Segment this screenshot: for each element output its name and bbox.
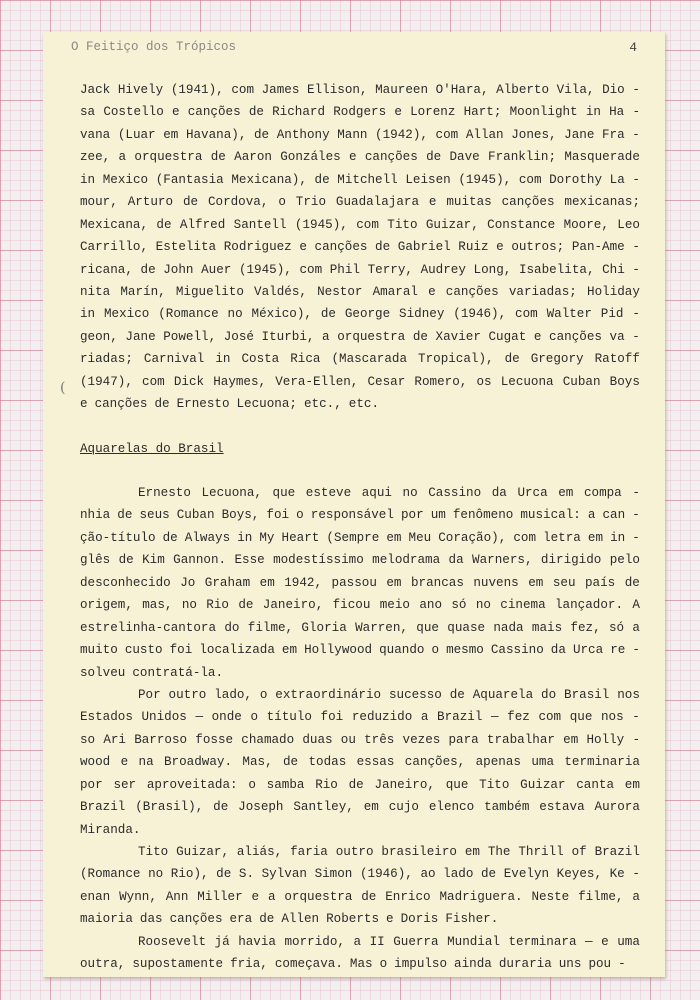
text-line: Estados Unidos — onde o título foi reduzido a Brazil — fez com que nos - (80, 710, 640, 725)
text-line: enan Wynn, Ann Miller e a orquestra de Enrico Madriguera. Neste filme, a (80, 889, 640, 904)
text-line: riadas; Carnival in Costa Rica (Mascarada Tropical), de Gregory Ratoff (80, 352, 640, 367)
text-line: (1947), com Dick Haymes, Vera-Ellen, Cesar Romero, os Lecuona Cuban Boys (80, 374, 640, 389)
text-line: estrelinha-cantora do filme, Gloria Warren, que quase nada mais fez, só a (80, 620, 640, 635)
text-line: geon, Jane Powell, José Iturbi, a orquestra de Xavier Cugat e canções va - (80, 329, 640, 344)
paragraph-aquarela (80, 684, 640, 841)
text-line: sa Costello e canções de Richard Rodgers e Lorenz Hart; Moonlight in Ha - (80, 105, 640, 120)
text-line: (Romance no Rio), de S. Sylvan Simon (1946), ao lado de Evelyn Keyes, Ke - (80, 867, 640, 882)
text-line: Mexicana, de Alfred Santell (1945), com Tito Guizar, Constance Moore, Leo (80, 217, 640, 232)
text-line: por ser aproveitada: o samba Rio de Janeiro, que Tito Guizar canta em (80, 777, 640, 792)
text-line: Roosevelt já havia morrido, a II Guerra Mundial terminara — e uma (138, 934, 640, 949)
body-text (80, 79, 640, 976)
text-line: Miranda. (80, 822, 141, 837)
text-line: Brazil (Brasil), de Joseph Santley, em cujo elenco também estava Aurora (80, 800, 640, 815)
paragraph-intro-films (80, 79, 640, 416)
text-line: glês de Kim Gannon. Esse modestíssimo melodrama da Warners, dirigido pelo (80, 553, 640, 568)
text-line: Carrillo, Estelita Rodriguez e canções de Gabriel Ruiz e outros; Pan-Ame - (80, 240, 640, 255)
text-line: e canções de Ernesto Lecuona; etc., etc. (80, 397, 379, 412)
text-line: Jack Hively (1941), com James Ellison, Maureen O'Hara, Alberto Vila, Dio - (80, 83, 640, 97)
text-line: Por outro lado, o extraordinário sucesso de Aquarela do Brasil nos (138, 687, 640, 702)
text-line: ção-título de Always in My Heart (Sempre em Meu Coração), com letra em in - (80, 530, 640, 545)
running-header: O Feitiço dos Trópicos (71, 40, 237, 54)
text-line: zee, a orquestra de Aaron Gonzáles e canções de Dave Franklin; Masquerade (80, 150, 640, 165)
text-line: outra, supostamente fria, começava. Mas o impulso ainda duraria uns pou - (80, 957, 626, 972)
typewritten-page (43, 32, 665, 977)
text-line: origem, mas, no Rio de Janeiro, ficou meio ano só no cinema lançador. A (80, 598, 640, 613)
margin-pencil-mark: ( (60, 380, 66, 396)
text-line: nita Marín, Miguelito Valdés, Nestor Amaral e canções variadas; Holiday (80, 284, 640, 299)
paragraph-tito-guizar (80, 841, 640, 931)
page-number: 4 (629, 40, 637, 55)
text-line: in Mexico (Romance no México), de George Sidney (1946), com Walter Pid - (80, 307, 640, 322)
paragraph-lecuona (80, 482, 640, 684)
text-line: ricana, de John Auer (1945), com Phil Terry, Audrey Long, Isabelita, Chi - (80, 262, 640, 277)
text-line: desconhecido Jo Graham em 1942, passou em brancas nuvens em seu país de (80, 575, 640, 590)
text-line: muito custo foi localizada em Hollywood quando o mesmo Cassino da Urca re - (80, 643, 640, 658)
text-line: nhia de seus Cuban Boys, foi o responsável por um fenômeno musical: a can - (80, 508, 640, 523)
text-line: Ernesto Lecuona, que esteve aqui no Cassino da Urca em compa - (138, 486, 640, 500)
text-line: in Mexico (Fantasia Mexicana), de Mitchell Leisen (1945), com Dorothy La - (80, 172, 640, 187)
text-line: maioria das canções era de Allen Roberts e Doris Fisher. (80, 912, 499, 927)
text-line: mour, Arturo de Cordova, o Trio Guadalajara e muitas canções mexicanas; (80, 195, 640, 210)
text-line: wood e na Broadway. Mas, de todas essas canções, apenas uma terminaria (80, 755, 640, 770)
text-line: so Ari Barroso fosse chamado duas ou três vezes para trabalhar em Holly - (80, 732, 640, 747)
section-heading: Aquarelas do Brasil (80, 441, 224, 456)
paragraph-roosevelt (80, 931, 640, 976)
text-line: Tito Guizar, aliás, faria outro brasileiro em The Thrill of Brazil (138, 845, 640, 859)
text-line: solveu contratá-la. (80, 665, 224, 680)
text-line: vana (Luar em Havana), de Anthony Mann (1942), com Allan Jones, Jane Fra - (80, 127, 640, 142)
